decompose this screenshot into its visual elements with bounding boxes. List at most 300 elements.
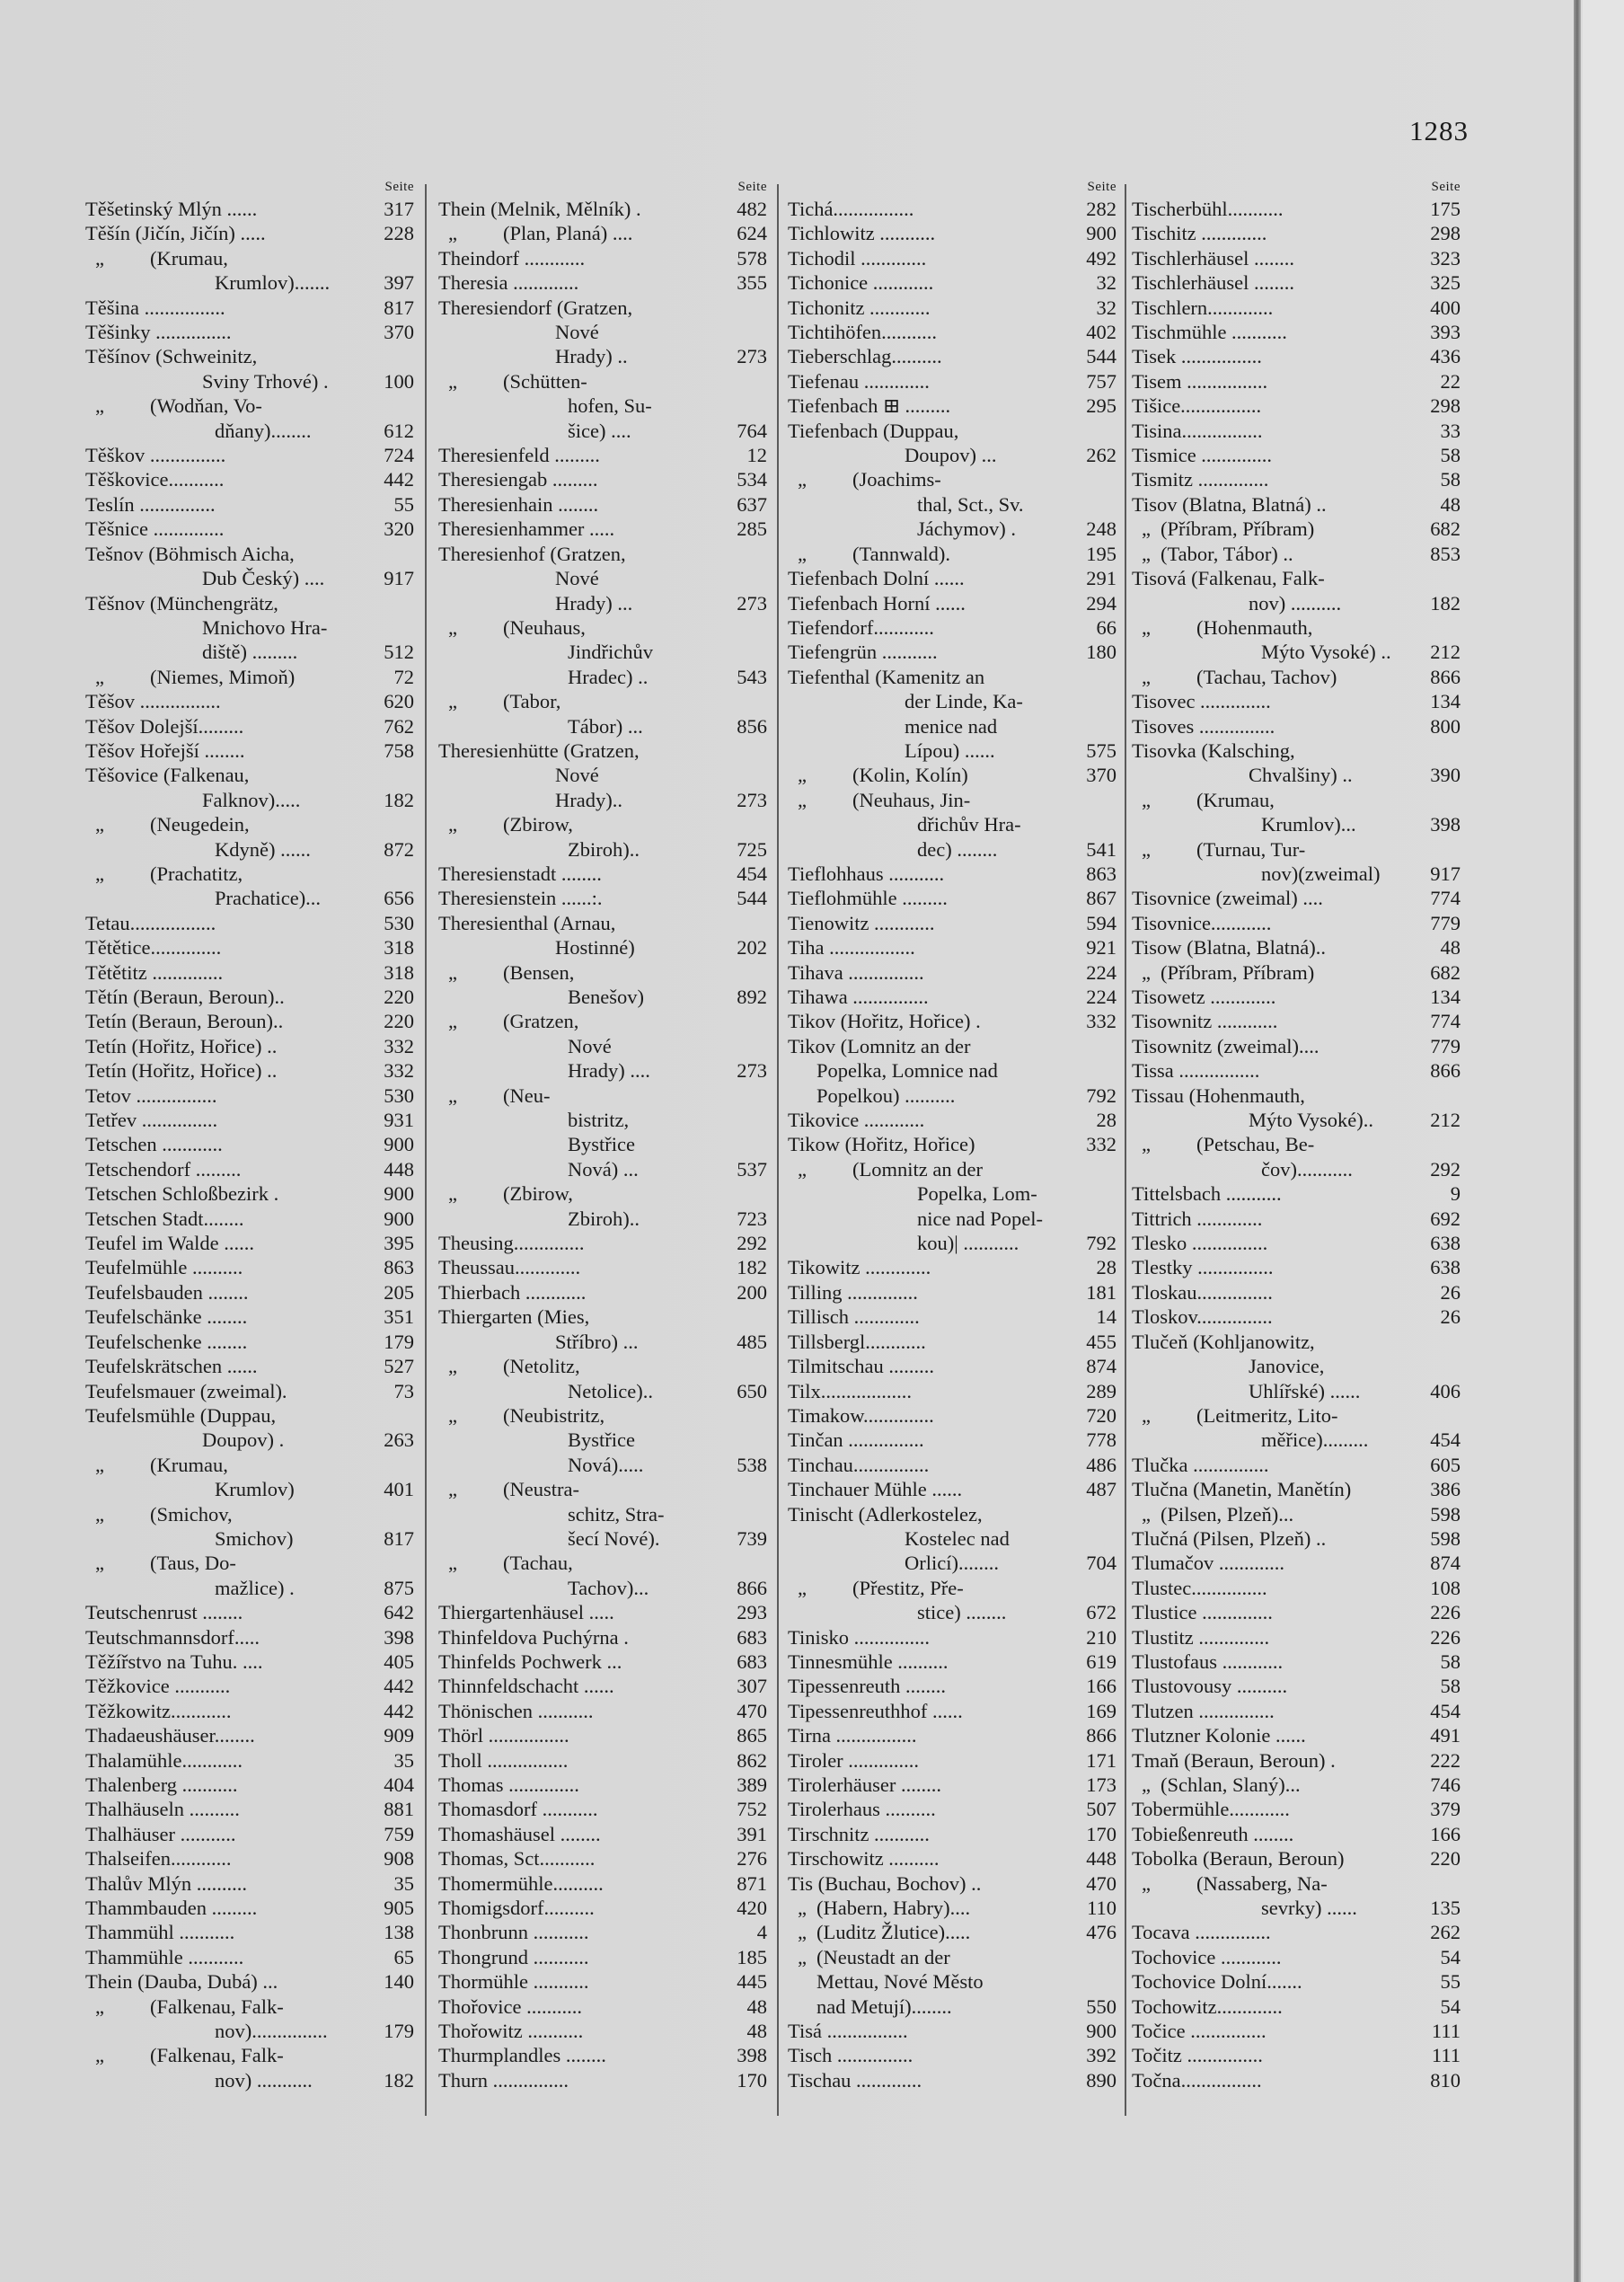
entry-name: Tetschen Stadt........ [85,1207,244,1230]
index-entry [438,2068,771,2092]
entry-name: Těšov Hořejší ........ [85,739,245,762]
ditto-mark: „ [798,1921,807,1944]
ditto-mark: „ [1142,960,1151,984]
index-entry [85,1231,418,1255]
entry-name: Tiefenbach Horní ...... [788,591,966,615]
index-entry [85,1945,418,1969]
page-reference: 454 [1430,1428,1461,1452]
index-entry [1132,1773,1464,1797]
entry-name: Těžkovice ........... [85,1675,231,1698]
page-reference: 182 [1430,591,1461,615]
page-reference: 720 [1086,1403,1116,1427]
page-reference: 212 [1430,641,1461,664]
page-reference: 892 [737,986,767,1008]
index-entry [438,1231,771,1255]
entry-name: (Plan, Planá) .... [503,222,633,245]
column-divider [1125,184,1126,2116]
index-entry [788,1748,1120,1773]
page-reference: 866 [737,1576,767,1599]
entry-name: Thomas .............. [438,1773,579,1796]
entry-name: (Neustra- [503,1478,579,1501]
entry-continuation: Hrady) .... [568,1059,650,1083]
entry-name: Tirschowitz .......... [788,1847,940,1871]
index-entry [1132,517,1464,541]
page-reference: 612 [384,419,414,442]
page-reference: 35 [393,1748,414,1772]
index-entry [788,1896,1120,1920]
entry-name: Tisovnice............ [1132,911,1272,934]
index-entry [788,1108,1120,1132]
entry-name: Tholl ................ [438,1748,569,1772]
entry-name: Tiefenbach Dolní ...... [788,567,965,590]
index-entry [85,2043,418,2092]
entry-name: Tirschnitz ........... [788,1822,930,1845]
page-reference: 764 [737,419,767,442]
index-entry [1132,419,1464,443]
entry-continuation: nov)(zweimal) [1261,862,1381,885]
entry-name: Tinchauer Mühle ...... [788,1478,963,1501]
index-entry [85,246,418,296]
entry-name: Těškov ............... [85,444,226,467]
page-reference: 454 [737,862,767,885]
entry-name: Thomermühle.......... [438,1871,604,1895]
index-entry [1132,369,1464,394]
entry-name: Thalův Mlýn .......... [85,1871,247,1895]
page-reference: 58 [1440,1675,1461,1698]
index-entry [85,1132,418,1156]
entry-name: Tilx.................. [788,1379,912,1402]
entry-continuation: Stříbro) ... [555,1330,639,1353]
index-entry [788,1403,1120,1428]
index-entry [1132,1526,1464,1551]
page-reference: 874 [1430,1552,1461,1575]
page-reference: 404 [384,1773,414,1796]
index-entry [85,197,418,221]
index-entry [788,320,1120,344]
entry-name: Tisoves ............... [1132,714,1275,738]
index-entry [1132,985,1464,1009]
entry-name: Thalseifen............ [85,1847,232,1871]
entry-name: (Tachau, Tachov) [1196,665,1337,688]
page-reference: 594 [1086,911,1116,934]
entry-continuation: Nová)..... [568,1453,644,1476]
entry-name: Točitz ............... [1132,2044,1263,2067]
entry-name: Tikow (Hořitz, Hořice) [788,1133,975,1156]
page-reference: 866 [1430,665,1461,688]
entry-continuation: Netolice).. [568,1379,653,1402]
entry-name: Tisow (Blatna, Blatná).. [1132,936,1327,960]
index-entry [1132,1058,1464,1083]
entry-continuation: Jáchymov) . [917,517,1016,541]
entry-name: (Joachims- [852,468,941,491]
page-reference: 58 [1440,1650,1461,1673]
entry-continuation: Zbiroh).. [568,837,640,861]
entry-name: (Prachatitz, [150,862,243,885]
index-entry [1132,1625,1464,1650]
index-entry [85,1034,418,1058]
entry-name: Tisownitz ............ [1132,1010,1278,1033]
index-entry [85,467,418,491]
index-entry [438,1600,771,1624]
index-entry [1132,296,1464,320]
page-reference: 862 [737,1748,767,1772]
index-entry [85,1058,418,1083]
entry-name: Theresienhof (Gratzen, [438,542,626,565]
page-reference: 792 [1086,1232,1116,1255]
page-reference: 931 [384,1109,414,1132]
page-reference: 445 [737,1970,767,1994]
entry-name: (Krumau, [1196,788,1275,811]
index-entry [788,960,1120,985]
ditto-mark: „ [1142,542,1151,565]
index-entry [1132,320,1464,344]
entry-name: Tiroler .............. [788,1748,920,1772]
index-entry [85,1255,418,1279]
page-reference: 865 [737,1724,767,1747]
page-reference: 397 [384,271,414,295]
entry-name: Tisov (Blatna, Blatná) .. [1132,492,1327,516]
entry-name: Tlučka ............... [1132,1453,1269,1476]
page-reference: 598 [1430,1502,1461,1526]
page-reference: 111 [1431,2020,1461,2043]
page-reference: 487 [1086,1478,1116,1501]
ditto-mark: „ [95,394,104,418]
index-entry [85,1280,418,1305]
ditto-mark: „ [448,1084,457,1107]
index-entry [1132,1797,1464,1821]
page-reference: 810 [1430,2068,1461,2092]
index-entry [788,2019,1120,2043]
entry-name: Thomigsdorf.......... [438,1897,595,1920]
entry-continuation: Nové [555,567,599,590]
page-reference: 273 [737,345,767,368]
page-reference: 100 [384,369,414,393]
page-reference: 170 [737,2068,767,2092]
page-reference: 900 [384,1133,414,1156]
index-entry [1132,1280,1464,1305]
entry-name: Tieberschlag.......... [788,345,942,368]
page-reference: 779 [1430,1034,1461,1057]
index-entry [438,1797,771,1821]
entry-continuation: schitz, Stra- [568,1502,665,1526]
page-reference: 48 [746,1995,767,2018]
page-reference: 108 [1430,1576,1461,1599]
entry-continuation: Zbiroh).. [568,1207,640,1230]
page-reference: 318 [384,960,414,984]
entry-name: Těškovice........... [85,468,225,491]
page-reference: 9 [1450,1182,1461,1206]
index-entry [85,542,418,591]
entry-continuation: Popelkou) .......... [816,1084,956,1107]
entry-name: Tochovice ............ [1132,1945,1282,1968]
index-entry [1132,542,1464,566]
index-entry [438,1084,771,1182]
entry-continuation: Falknov)..... [202,788,301,811]
index-entry [85,1551,418,1600]
entry-continuation: bistritz, [568,1109,630,1132]
page-reference: 637 [737,492,767,516]
page-reference: 134 [1430,986,1461,1008]
index-entry [438,492,771,517]
entry-continuation: Hrady) ... [555,591,633,615]
ditto-mark: „ [448,1403,457,1427]
index-entry [1132,270,1464,295]
entry-name: Tisová (Falkenau, Falk- [1132,567,1325,590]
page-reference: 455 [1086,1330,1116,1353]
entry-name: Tillsbergl............ [788,1330,926,1353]
entry-name: Tisch ............... [788,2044,914,2067]
page-reference: 332 [1086,1133,1116,1156]
entry-name: Teufel im Walde ...... [85,1232,255,1255]
page-reference: 185 [737,1945,767,1968]
index-entry [1132,837,1464,887]
page-reference: 55 [1440,1970,1461,1994]
index-entry [788,1723,1120,1747]
index-entry [85,1600,418,1624]
index-entry [85,296,418,320]
page-reference: 212 [1430,1109,1461,1132]
index-entry [788,985,1120,1009]
page-reference: 792 [1086,1084,1116,1107]
entry-name: Tillisch ............. [788,1305,920,1329]
entry-name: Tihawa ............... [788,986,929,1008]
entry-name: Tinchau............... [788,1453,930,1476]
index-entry [438,812,771,862]
index-entry [438,246,771,270]
entry-list [438,197,771,2092]
entry-name: Thein (Melnik, Mělník) . [438,198,641,220]
index-entry [438,1255,771,1279]
index-entry [788,1846,1120,1871]
page-reference: 298 [1430,222,1461,245]
page-reference: 863 [384,1256,414,1279]
index-entry [438,1674,771,1698]
entry-name: Těšínov (Schweinitz, [85,345,258,368]
page-reference: 746 [1430,1773,1461,1796]
index-entry [788,1477,1120,1501]
page-reference: 48 [746,2020,767,2043]
page-reference: 182 [384,788,414,811]
index-entry [1132,1551,1464,1575]
index-entry [438,1403,771,1477]
entry-name: (Schütten- [503,369,587,393]
index-entry [438,1822,771,1846]
ditto-mark: „ [448,960,457,984]
page-reference: 110 [1087,1897,1116,1920]
page-reference: 530 [384,911,414,934]
entry-name: Těšnice .............. [85,517,225,541]
index-entry [1132,1945,1464,1969]
entry-name: Tlesko ............... [1132,1232,1268,1255]
entry-name: Thomas, Sct........... [438,1847,596,1871]
page-reference: 759 [384,1822,414,1845]
page-reference: 351 [384,1305,414,1329]
index-column-4 [1132,178,1464,2092]
index-column-1 [85,178,418,2092]
page-reference: 398 [737,2044,767,2067]
index-entry [788,197,1120,221]
page-reference: 774 [1430,1010,1461,1033]
page-reference: 180 [1086,641,1116,664]
index-entry [85,1822,418,1846]
entry-name: Tirolerhaus .......... [788,1798,936,1821]
page-reference: 55 [393,492,414,516]
entry-name: Tischlerhäusel ........ [1132,246,1295,270]
entry-name: Těšina ................ [85,296,225,319]
entry-name: Tirna ................ [788,1724,917,1747]
page-reference: 355 [737,271,767,295]
ditto-mark: „ [448,615,457,639]
page-reference: 900 [1086,222,1116,245]
entry-continuation: Krumlov)....... [215,271,331,295]
index-entry [788,1157,1120,1256]
entry-name: Teslín ............... [85,492,216,516]
page-reference: 28 [1096,1109,1116,1132]
index-entry [1132,1207,1464,1231]
page-reference: 448 [384,1157,414,1181]
page-reference: 292 [737,1232,767,1255]
entry-continuation: Smichov) [215,1526,294,1550]
page-reference: 386 [1430,1478,1461,1501]
index-entry [788,1330,1120,1354]
index-entry [788,665,1120,764]
page-reference: 293 [737,1601,767,1624]
entry-name: Tisina................ [1132,419,1263,442]
page-reference: 605 [1430,1453,1461,1476]
page-reference: 222 [1430,1748,1461,1772]
entry-name: (Wodňan, Vo- [150,394,262,418]
index-entry [788,1773,1120,1797]
page-reference: 420 [737,1897,767,1920]
index-entry [788,1305,1120,1329]
index-entry [1132,2019,1464,2043]
entry-name: Thořovice ........... [438,1995,582,2018]
ditto-mark: „ [1142,517,1151,541]
page-reference: 512 [384,641,414,664]
index-entry [438,862,771,886]
page-reference: 543 [737,665,767,688]
entry-continuation: Uhlířské) ...... [1249,1379,1361,1402]
page-reference: 220 [384,1010,414,1033]
index-entry [788,886,1120,910]
index-entry [788,419,1120,468]
page-reference: 276 [737,1847,767,1871]
page-reference: 224 [1086,986,1116,1008]
index-entry [1132,1576,1464,1600]
page-reference: 856 [737,714,767,738]
entry-name: (Zbirow, [503,813,573,836]
ditto-mark: „ [798,1576,807,1599]
entry-name: Tlustofaus ............ [1132,1650,1284,1673]
index-entry [1132,1920,1464,1944]
page-reference: 26 [1440,1305,1461,1329]
entry-continuation: Nové [568,1034,612,1057]
index-entry [85,1969,418,1994]
page-reference: 393 [1430,321,1461,344]
ditto-mark: „ [95,1453,104,1476]
page-reference: 436 [1430,345,1461,368]
entry-continuation: Hrady) .. [555,345,628,368]
index-entry [438,1280,771,1305]
entry-name: Tiefenbach (Duppau, [788,419,959,442]
entry-name: (Nassaberg, Na- [1196,1871,1328,1895]
page-reference: 323 [1430,246,1461,270]
entry-name: Tobolka (Beraun, Beroun) [1132,1847,1345,1871]
page-reference: 28 [1096,1256,1116,1279]
page-reference: 442 [384,468,414,491]
page-reference: 656 [384,887,414,910]
index-entry [788,1576,1120,1625]
entry-name: Thalenberg ........... [85,1773,238,1796]
entry-continuation: Krumlov)... [1261,813,1356,836]
entry-name: Theussau............. [438,1256,581,1279]
index-entry [788,246,1120,270]
page-reference: 682 [1430,517,1461,541]
entry-name: (Příbram, Příbram) [1161,517,1315,541]
page-reference: 202 [737,936,767,960]
index-entry [438,1846,771,1871]
entry-name: (Taus, Do- [150,1552,236,1575]
page-reference: 14 [1096,1305,1116,1329]
index-entry [85,1723,418,1747]
index-entry [85,1453,418,1502]
entry-name: Tetschen Schloßbezirk . [85,1182,279,1206]
index-entry [85,1896,418,1920]
index-entry [85,1871,418,1896]
entry-name: Tloskov............... [1132,1305,1273,1329]
page-reference: 182 [737,1256,767,1279]
ditto-mark: „ [1142,1871,1151,1895]
page-reference: 295 [1086,394,1116,418]
entry-continuation: nice nad Popel- [917,1207,1043,1230]
page-reference: 762 [384,714,414,738]
page-reference: 638 [1430,1256,1461,1279]
entry-name: Thierbach ............ [438,1280,587,1304]
index-entry [1132,1330,1464,1403]
entry-continuation: Popelka, Lomnice nad [816,1059,998,1083]
entry-name: Teufelmühle .......... [85,1256,243,1279]
index-entry [438,296,771,369]
page-reference: 307 [737,1675,767,1698]
entry-name: Tichonitz ............ [788,296,931,319]
page-reference: 642 [384,1601,414,1624]
page-reference: 33 [1440,419,1461,442]
entry-continuation: nov) ........... [215,2068,313,2092]
seite-header: Seite [1087,180,1116,194]
column-divider [425,184,427,2116]
entry-name: Tisowetz ............. [1132,986,1276,1008]
entry-name: (Neuhaus, [503,615,586,639]
page-reference: 758 [384,739,414,762]
page-reference: 273 [737,788,767,811]
entry-name: (Petschau, Be- [1196,1133,1315,1156]
entry-continuation: Doupov) ... [905,444,997,467]
entry-name: Tlustice .............. [1132,1601,1273,1624]
page-reference: 182 [384,2068,414,2092]
entry-name: Theresienhain ........ [438,492,599,516]
page-reference: 48 [1440,492,1461,516]
page-reference: 817 [384,296,414,319]
entry-name: Thinfeldova Puchýrna . [438,1625,629,1649]
page-reference: 195 [1086,542,1116,565]
page-reference: 220 [1430,1847,1461,1871]
ditto-mark: „ [95,665,104,688]
entry-name: Tischlern............. [1132,296,1274,319]
entry-name: Tiha ................. [788,936,915,960]
entry-name: Tlutzner Kolonie ...... [1132,1724,1306,1747]
page-reference: 454 [1430,1699,1461,1722]
index-entry [85,1009,418,1033]
